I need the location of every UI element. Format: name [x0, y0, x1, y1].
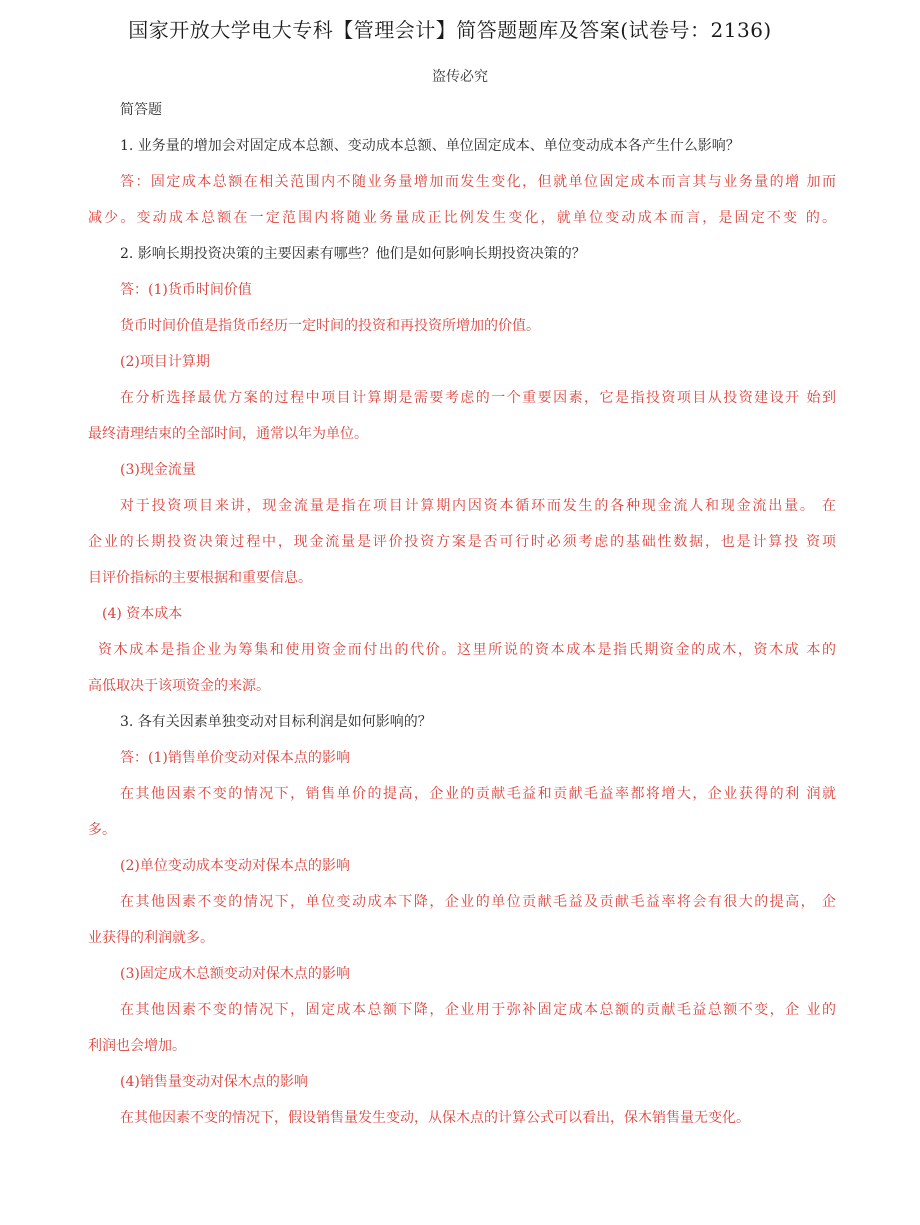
answer-2-point-2-heading: (2)项目计算期 [120, 354, 210, 370]
answer-1-line-2: 减少。变动成本总额在一定范围内将随业务量成正比例发生变化，就单位变动成本而言，是固定不变 的。 [88, 210, 836, 226]
answer-2-point-4-heading: (4) 资本成本 [102, 606, 183, 622]
answer-3-point-1-heading: 答：(1)销售单价变动对保本点的影响 [120, 750, 350, 766]
answer-2-point-3-text-line-3: 目评价指标的主要根据和重要信息。 [88, 570, 312, 586]
answer-3-point-4-text: 在其他因素不变的情况下，假设销售量发生变动，从保木点的计算公式可以看出，保木销售量无变化。 [120, 1110, 750, 1126]
answer-3-point-2-text-line-2: 业获得的利润就多。 [88, 930, 214, 946]
answer-2-point-4-text-line-2: 高低取决于该项资金的来源。 [88, 678, 270, 694]
answer-2-point-2-text-line-1: 在分析选择最优方案的过程中项目计算期是需要考虑的一个重要因素，它是指投资项目从投资建设开 始到 [120, 390, 836, 406]
document-body [88, 92, 836, 1136]
answer-2-point-3-heading: (3)现金流量 [120, 462, 196, 478]
answer-3-point-1-text-line-2: 多。 [88, 822, 116, 838]
answer-2-point-1-text: 货币时间价值是指货币经历一定时间的投资和再投资所增加的价值。 [120, 318, 540, 334]
answer-1-line-1: 答：固定成本总额在相关范围内不随业务量增加而发生变化，但就单位固定成本而言其与业务量的增 加而 [120, 174, 836, 190]
document-subtitle: 盗传必究 [432, 69, 488, 85]
section-heading: 简答题 [120, 102, 162, 118]
answer-3-point-3-text-line-2: 利润也会增加。 [88, 1038, 186, 1054]
answer-2-point-2-text-line-2: 最终清理结束的全部时间，通常以年为单位。 [88, 426, 368, 442]
question-1: 1. 业务量的增加会对固定成本总额、变动成本总额、单位固定成本、单位变动成本各产生什么影响？ [120, 138, 740, 154]
answer-3-point-2-heading: (2)单位变动成本变动对保本点的影响 [120, 858, 350, 874]
question-3: 3. 各有关因素单独变动对目标利润是如何影响的？ [120, 714, 432, 730]
answer-3-point-1-text-line-1: 在其他因素不变的情况下，销售单价的提高，企业的贡献毛益和贡献毛益率都将增大，企业获得的利 润就 [120, 786, 836, 802]
answer-2-point-3-text-line-2: 企业的长期投资决策过程中，现金流量是评价投资方案是否可行时必须考虑的基础性数据，也是计算投 资项 [88, 534, 836, 550]
answer-3-point-4-heading: (4)销售量变动对保木点的影响 [120, 1074, 308, 1090]
answer-3-point-2-text-line-1: 在其他因素不变的情况下，单位变动成本下降，企业的单位贡献毛益及贡献毛益率将会有很大的提高， 企 [120, 894, 836, 910]
answer-2-point-4-text-line-1: 资木成本是指企业为筹集和使用资金而付出的代价。这里所说的资本成本是指氏期资金的成木，资木成 本的 [98, 642, 836, 658]
answer-3-point-3-text-line-1: 在其他因素不变的情况下，固定成本总额下降，企业用于弥补固定成本总额的贡献毛益总额不变，企 业的 [120, 1002, 836, 1018]
answer-3-point-3-heading: (3)固定成木总额变动对保木点的影响 [120, 966, 350, 982]
answer-2-point-1-heading: 答：(1)货币时间价值 [120, 282, 252, 298]
answer-2-point-3-text-line-1: 对于投资项目来讲，现金流量是指在项目计算期内因资本循环而发生的各种现金流人和现金流出量。 在 [120, 498, 836, 514]
document-title: 国家开放大学电大专科【管理会计】简答题题库及答案(试卷号：2136) [128, 18, 772, 42]
question-2: 2. 影响长期投资决策的主要因素有哪些？他们是如何影响长期投资决策的？ [120, 246, 586, 262]
